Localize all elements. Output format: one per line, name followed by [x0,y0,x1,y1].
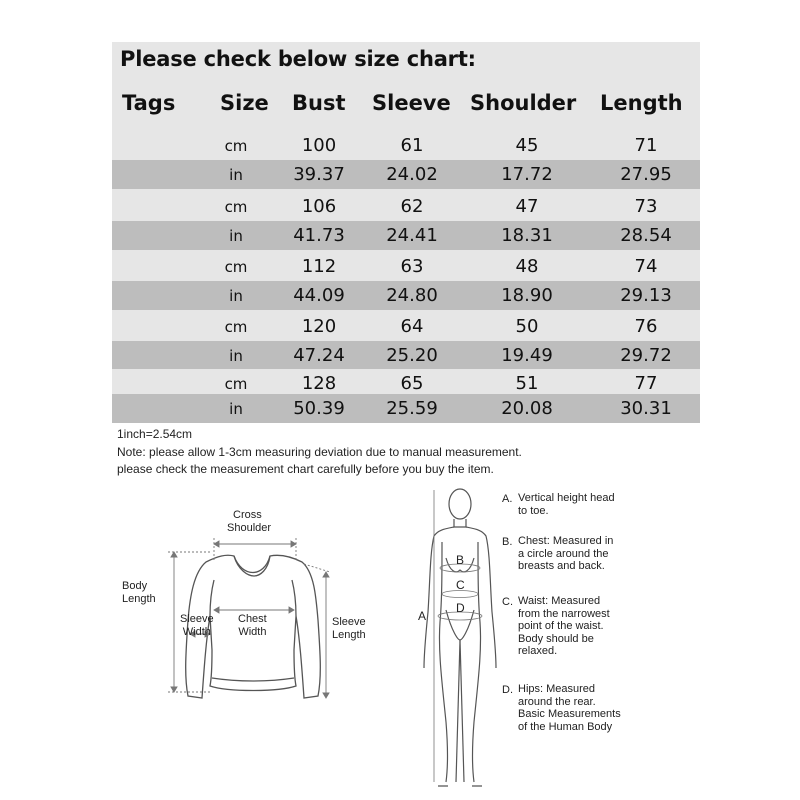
length-in: 28.54 [620,225,672,246]
shoulder-cm: 50 [515,316,539,337]
deviation-note: Note: please allow 1-3cm measuring deviation due to manual measurement. [117,444,522,459]
table-row [112,160,700,189]
desc-d-line: around the rear. [518,695,596,708]
shoulder-in: 18.90 [501,285,553,306]
table-row [112,131,700,160]
bust-in: 39.37 [293,164,345,185]
body-length-label-line1: Body [122,580,148,592]
measurement-notes [117,426,522,479]
sleeve-in: 25.20 [386,345,438,366]
body-length-label-line2: Length [122,592,156,605]
body-length-label [122,580,156,605]
length-cm: 76 [634,316,658,337]
check-chart-note: please check the measurement chart carefully before you buy the item. [117,462,494,476]
header-bust: Bust [292,91,346,115]
chest-width-label-line1: Chest [238,613,267,625]
length-in: 29.13 [620,285,672,306]
desc-b-line: Chest: Measured in [518,535,614,547]
unit-cm: cm [224,318,248,336]
desc-letter-d: D. [502,684,513,696]
length-cm: 71 [634,135,658,156]
desc-b-line: breasts and back. [518,560,605,572]
unit-in: in [229,287,243,305]
table-row [112,221,700,250]
cross-shoulder-label [227,509,272,534]
desc-letter-a: A. [502,493,513,505]
unit-cm: cm [224,375,248,393]
header-tags: Tags [122,91,176,115]
chest-width-label-line2: Width [238,625,267,638]
length-cm: 74 [634,256,658,277]
table-row [112,192,700,221]
shoulder-in: 19.49 [501,345,553,366]
sleeve-length-label-line1: Sleeve [332,616,366,628]
body-point-d: D [456,601,465,615]
table-row [112,281,700,310]
inch-conversion-note: 1inch=2.54cm [117,427,193,441]
sleeve-cm: 62 [400,196,424,217]
bust-cm: 112 [301,256,337,277]
table-row [112,312,700,341]
sleeve-length-label-line2: Length [332,628,366,641]
desc-c-line: Waist: Measured [518,595,601,607]
bust-in: 47.24 [293,345,345,366]
desc-b [518,535,668,573]
header-length: Length [600,91,683,115]
desc-a-line: to toe. [518,504,549,517]
shoulder-cm: 45 [515,135,539,156]
desc-c-line: relaxed. [518,645,558,657]
desc-c-line: Body should be [518,632,594,645]
desc-c-line: from the narrowest [518,607,610,620]
length-cm: 77 [634,373,658,394]
header-size: Size [220,91,269,115]
header-sleeve: Sleeve [372,91,451,115]
bust-cm: 106 [301,196,337,217]
shirt-measurement-diagram [118,500,388,710]
shoulder-cm: 51 [515,373,539,394]
human-body-icon [410,482,505,792]
desc-c [518,595,668,658]
sleeve-width-label [180,613,214,638]
cross-shoulder-label-line1: Cross [233,509,262,521]
sleeve-cm: 61 [400,135,424,156]
length-in: 29.72 [620,345,672,366]
table-row [112,341,700,370]
sleeve-width-label-line2: Width [182,625,211,638]
sleeve-cm: 64 [400,316,424,337]
bust-in: 41.73 [293,225,345,246]
shoulder-cm: 48 [515,256,539,277]
bust-in: 50.39 [293,398,345,419]
desc-b-line: a circle around the [518,547,609,560]
sleeve-in: 24.41 [386,225,438,246]
shoulder-in: 20.08 [501,398,553,419]
unit-in: in [229,400,243,418]
bust-cm: 100 [301,135,337,156]
bust-in: 44.09 [293,285,345,306]
desc-letter-c: C. [502,596,513,608]
sleeve-cm: 65 [400,373,424,394]
shoulder-cm: 47 [515,196,539,217]
desc-d-line: of the Human Body [518,720,613,733]
unit-cm: cm [224,137,248,155]
table-row [112,394,700,423]
sleeve-cm: 63 [400,256,424,277]
sleeve-length-label [332,616,366,641]
length-cm: 73 [634,196,658,217]
unit-cm: cm [224,258,248,276]
bust-cm: 128 [301,373,337,394]
sleeve-in: 24.80 [386,285,438,306]
chart-title: Please check below size chart: [120,47,476,71]
body-point-b: B [456,553,465,567]
desc-a [518,492,668,517]
desc-d [518,683,668,733]
desc-d-line: Basic Measurements [518,708,621,720]
cross-shoulder-label-line2: Shoulder [227,521,272,534]
size-chart-table [112,42,700,422]
unit-in: in [229,227,243,245]
desc-c-line: point of the waist. [518,620,604,632]
desc-letter-b: B. [502,536,513,548]
table-row [112,252,700,281]
bust-cm: 120 [301,316,337,337]
length-in: 27.95 [620,164,672,185]
unit-in: in [229,166,243,184]
shoulder-in: 17.72 [501,164,553,185]
body-measurement-diagram [410,482,690,792]
length-in: 30.31 [620,398,672,419]
unit-cm: cm [224,198,248,216]
desc-a-line: Vertical height head [518,492,615,504]
body-point-c: C [456,578,465,592]
sleeve-in: 24.02 [386,164,438,185]
body-point-a: A [418,609,427,623]
sleeve-width-label-line1: Sleeve [180,613,214,625]
sleeve-in: 25.59 [386,398,438,419]
chest-width-label [238,613,267,638]
header-shoulder: Shoulder [470,91,577,115]
desc-d-line: Hips: Measured [518,683,596,695]
unit-in: in [229,347,243,365]
shoulder-in: 18.31 [501,225,553,246]
